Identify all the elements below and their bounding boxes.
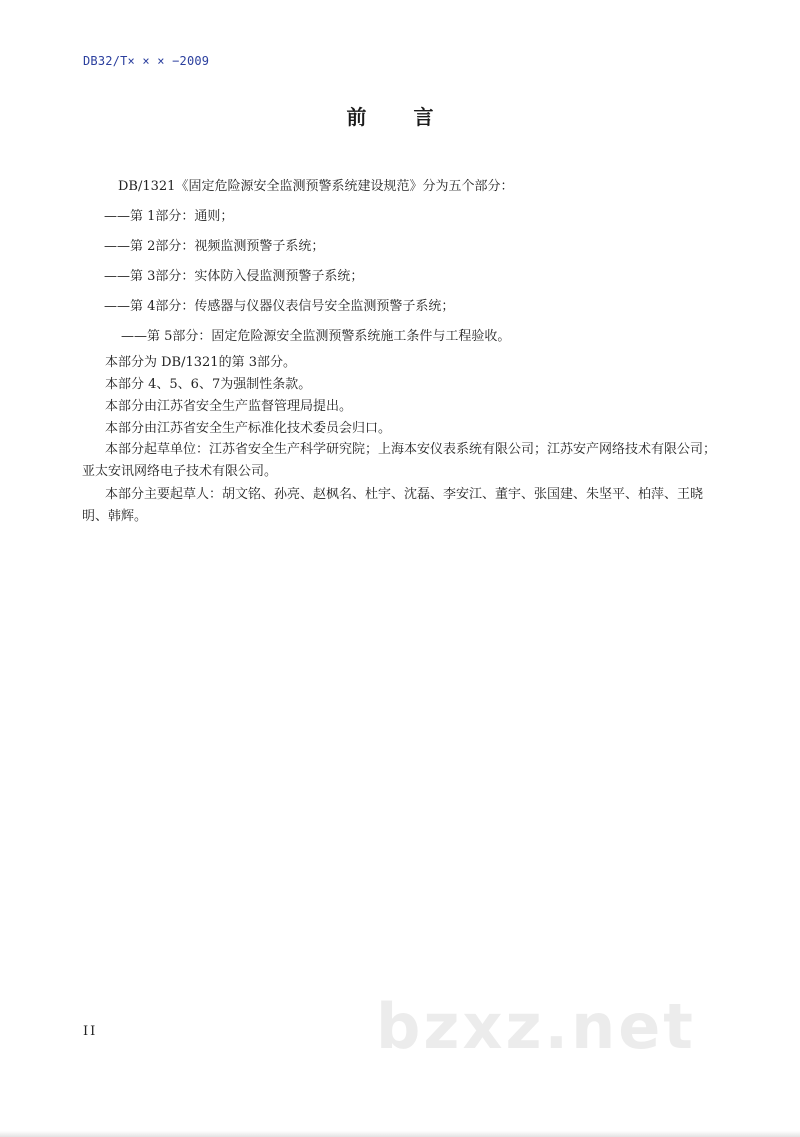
page-number: II [83,1024,98,1039]
watermark-logo: bzxz.net [376,990,696,1063]
part-list-item: ——第 2部分：视频监测预警子系统； [104,239,325,254]
part-list-item: ——第 1部分：通则； [104,209,234,224]
intro-paragraph: DB/1321《固定危险源安全监测预警系统建设规范》分为五个部分： [118,179,514,194]
document-code: DB32/T× × × −2009 [83,54,210,68]
part-list-item: ——第 3部分：实体防入侵监测预警子系统； [104,269,364,284]
mandatory-clauses-paragraph: 本部分 4、5、6、7为强制性条款。 [105,377,312,392]
page-title: 前 言 [346,105,454,129]
page-bottom-edge [0,1131,800,1137]
part-list-item: ——第 4部分：传感器与仪器仪表信号安全监测预警子系统； [104,299,455,314]
proposed-by-paragraph: 本部分由江苏省安全生产监督管理局提出。 [105,399,353,414]
drafting-units-paragraph: 本部分起草单位：江苏省安全生产科学研究院；上海本安仪表系统有限公司；江苏安产网络技术有限公司；亚太安讯网络电子技术有限公司。 [82,442,717,479]
this-part-paragraph: 本部分为 DB/1321的第 3部分。 [105,355,296,370]
part-list-item: ——第 5部分：固定危险源安全监测预警系统施工条件与工程验收。 [121,329,511,344]
drafters-paragraph: 本部分主要起草人：胡文铭、孙亮、赵枫名、杜宇、沈磊、李安江、董宇、张国建、朱坚平、柏萍、王晓明、韩辉。 [82,487,704,524]
centralized-by-paragraph: 本部分由江苏省安全生产标准化技术委员会归口。 [105,421,392,436]
